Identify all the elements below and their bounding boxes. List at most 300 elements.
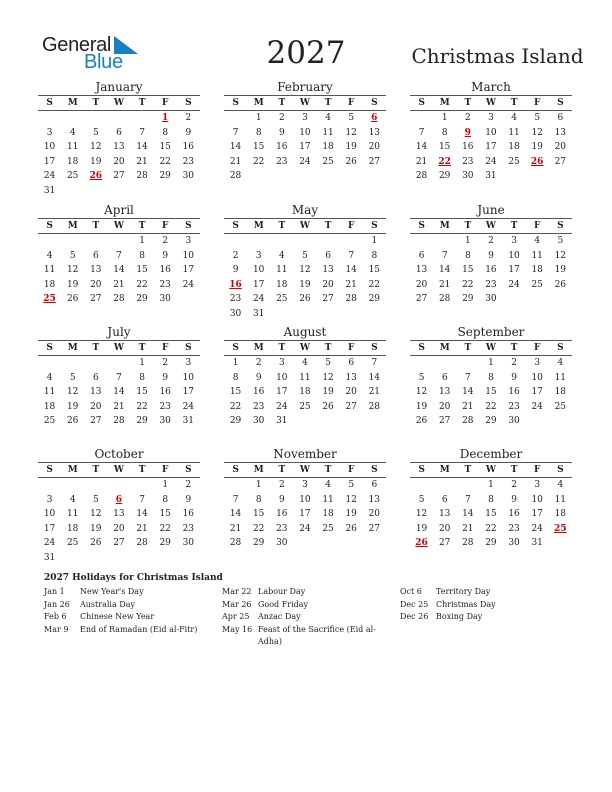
day-cell: 12 (66, 265, 79, 276)
day-cell: 22 (159, 523, 171, 534)
day-cell: 28 (462, 416, 474, 427)
empty-cell (61, 234, 84, 249)
day-cell: 11 (508, 127, 520, 138)
weekday-label: T (464, 343, 472, 353)
calendar-year: 2027 (266, 35, 346, 71)
day-cell: 17 (252, 279, 265, 290)
weekday-label: T (324, 221, 332, 231)
week-row (410, 278, 572, 293)
day-cell: 24 (531, 401, 543, 412)
day-cell: 23 (508, 401, 520, 412)
day-cell: 27 (113, 171, 125, 182)
week-row (410, 385, 572, 400)
day-cell: 10 (485, 127, 497, 138)
day-cell: 11 (43, 387, 56, 398)
day-cell: 6 (418, 250, 425, 261)
weekday-label: W (485, 343, 496, 353)
day-cell: 21 (136, 156, 148, 167)
day-cell: 2 (278, 480, 285, 490)
empty-cell (410, 234, 433, 249)
day-cell: 30 (182, 538, 195, 549)
weekday-label: M (439, 465, 450, 475)
day-cell: 9 (278, 127, 285, 138)
weekday-label: T (324, 98, 332, 108)
day-cell: 2 (185, 480, 192, 490)
day-cell: 7 (418, 127, 425, 138)
holiday-item (222, 586, 386, 598)
week-row (224, 307, 386, 322)
weekday-label: T (510, 221, 518, 231)
day-cell: 7 (116, 250, 122, 261)
day-cell: 21 (368, 387, 381, 398)
week-row (224, 234, 386, 249)
day-cell: 13 (368, 494, 381, 505)
day-cell: 12 (415, 387, 428, 398)
day-cell: 2 (162, 358, 169, 368)
day-cell: 9 (255, 372, 262, 383)
day-cell: 16 (276, 142, 288, 153)
empty-cell (107, 478, 130, 493)
day-cell: 25 (322, 523, 334, 534)
day-cell: 22 (136, 279, 148, 290)
day-cell: 22 (252, 156, 265, 167)
week-row (38, 478, 200, 493)
empty-cell (154, 184, 177, 199)
day-cell: 16 (462, 142, 474, 153)
day-cell: 27 (345, 401, 357, 412)
weekday-header (224, 340, 386, 356)
day-cell: 16 (252, 387, 265, 398)
day-cell: 21 (229, 523, 242, 534)
week-row (224, 536, 386, 551)
day-cell: 4 (46, 250, 53, 261)
weekday-label: W (113, 221, 124, 231)
weekday-header (38, 462, 200, 478)
day-cell: 5 (534, 113, 541, 123)
day-cell: 16 (485, 265, 497, 276)
day-cell: 3 (488, 113, 494, 123)
weekday-header (38, 340, 200, 356)
empty-cell (107, 551, 130, 566)
weekday-label: W (485, 465, 496, 475)
empty-cell (549, 414, 572, 429)
day-cell: 8 (371, 250, 378, 261)
empty-cell (317, 414, 340, 429)
weekday-label: T (278, 465, 286, 475)
empty-cell (247, 234, 270, 249)
day-cell: 5 (557, 236, 564, 246)
day-cell: 19 (322, 387, 334, 398)
day-cell: 1 (162, 113, 169, 123)
month-january (38, 79, 200, 199)
day-cell: 11 (276, 265, 288, 276)
day-cell: 9 (511, 372, 517, 383)
day-cell: 5 (92, 127, 99, 138)
empty-cell (549, 536, 572, 551)
day-cell: 23 (276, 156, 288, 167)
day-cell: 3 (511, 236, 517, 246)
day-cell: 12 (90, 509, 102, 520)
day-cell: 11 (554, 494, 567, 505)
day-cell: 21 (438, 279, 451, 290)
month-title: June (477, 203, 505, 217)
empty-cell (410, 478, 433, 493)
empty-cell (503, 292, 526, 307)
holiday-item (44, 586, 208, 598)
weekday-label: T (464, 98, 472, 108)
holiday-item (44, 599, 208, 611)
weekday-label: T (138, 221, 146, 231)
day-cell: 30 (229, 308, 242, 319)
weekday-label: F (161, 221, 169, 231)
day-cell: 10 (531, 372, 543, 383)
day-cell: 2 (232, 250, 239, 261)
holiday-name: New Year's Day (80, 587, 144, 596)
day-cell: 18 (299, 387, 311, 398)
month-title: April (104, 203, 134, 217)
day-cell: 20 (438, 523, 451, 534)
month-december (410, 446, 572, 551)
weekday-header (38, 95, 200, 111)
holidays-column (222, 586, 386, 648)
weekday-label: F (347, 343, 355, 353)
day-cell: 4 (302, 358, 308, 368)
month-title: October (94, 447, 144, 461)
day-cell: 10 (252, 265, 265, 276)
empty-cell (61, 478, 84, 493)
day-cell: 14 (113, 387, 125, 398)
day-cell: 26 (554, 279, 567, 290)
day-cell: 15 (159, 509, 171, 520)
day-cell: 18 (66, 156, 79, 167)
day-cell: 14 (136, 142, 148, 153)
day-cell: 21 (113, 279, 125, 290)
day-cell: 17 (531, 509, 543, 520)
day-cell: 27 (322, 294, 334, 305)
day-cell: 24 (252, 294, 265, 305)
day-cell: 20 (90, 401, 102, 412)
month-june (410, 202, 572, 307)
empty-cell (224, 111, 247, 126)
day-cell: 27 (368, 523, 381, 534)
day-cell: 30 (252, 416, 265, 427)
day-cell: 12 (554, 250, 567, 261)
day-cell: 19 (345, 142, 357, 153)
week-row (224, 111, 386, 126)
week-row (224, 263, 386, 278)
day-cell: 1 (441, 113, 448, 123)
holidays-column (400, 586, 564, 624)
day-cell: 9 (278, 494, 285, 505)
day-cell: 22 (485, 401, 497, 412)
holiday-item (400, 611, 564, 623)
empty-cell (433, 234, 456, 249)
day-cell: 12 (415, 509, 428, 520)
day-cell: 6 (92, 250, 99, 261)
empty-cell (363, 536, 386, 551)
day-cell: 23 (485, 279, 497, 290)
day-cell: 21 (136, 523, 148, 534)
day-cell: 19 (531, 142, 543, 153)
empty-cell (84, 234, 107, 249)
day-cell: 19 (90, 523, 102, 534)
weekday-label: S (418, 465, 425, 475)
day-cell: 13 (554, 127, 567, 138)
day-cell: 16 (182, 142, 195, 153)
holiday-date: Mar 9 (44, 625, 69, 635)
weekday-label: S (557, 98, 564, 108)
empty-cell (224, 478, 247, 493)
day-cell: 23 (229, 294, 242, 305)
week-row (224, 385, 386, 400)
weekday-label: W (299, 343, 310, 353)
day-cell: 18 (276, 279, 288, 290)
weekday-header (224, 218, 386, 234)
day-cell: 12 (531, 127, 543, 138)
empty-cell (131, 111, 154, 126)
empty-cell (363, 307, 386, 322)
day-cell: 27 (554, 156, 567, 167)
day-cell: 7 (139, 494, 145, 505)
weekday-label: F (161, 465, 169, 475)
day-cell: 22 (159, 156, 171, 167)
day-cell: 29 (159, 171, 171, 182)
empty-cell (317, 307, 340, 322)
weekday-label: F (533, 221, 541, 231)
weekday-label: T (510, 98, 518, 108)
weekday-header (224, 462, 386, 478)
weekday-label: S (46, 465, 53, 475)
day-cell: 11 (43, 265, 56, 276)
day-cell: 26 (66, 294, 79, 305)
day-cell: 14 (229, 142, 242, 153)
week-row (224, 249, 386, 264)
empty-cell (270, 234, 293, 249)
day-cell: 23 (276, 523, 288, 534)
day-cell: 3 (185, 236, 192, 246)
weekday-label: S (232, 221, 239, 231)
day-cell: 20 (554, 142, 567, 153)
weekday-label: T (278, 98, 286, 108)
day-cell: 14 (415, 142, 428, 153)
day-cell: 3 (185, 358, 192, 368)
day-cell: 8 (441, 127, 448, 138)
day-cell: 5 (69, 250, 76, 261)
week-row (38, 551, 200, 566)
week-row (410, 478, 572, 493)
day-cell: 5 (69, 372, 76, 383)
weekday-header (224, 95, 386, 111)
holiday-item (44, 611, 208, 623)
week-row (410, 249, 572, 264)
day-cell: 29 (438, 171, 451, 182)
empty-cell (38, 111, 61, 126)
day-cell: 16 (508, 387, 520, 398)
day-cell: 19 (299, 279, 311, 290)
calendar-region: Christmas Island (411, 44, 584, 68)
month-april (38, 202, 200, 307)
holiday-date: Mar 26 (222, 599, 252, 609)
day-cell: 26 (322, 401, 334, 412)
empty-cell (131, 184, 154, 199)
empty-cell (410, 356, 433, 371)
month-july (38, 324, 200, 429)
day-cell: 1 (162, 480, 169, 490)
empty-cell (61, 551, 84, 566)
day-cell: 24 (531, 523, 543, 534)
week-row (38, 111, 200, 126)
empty-cell (549, 292, 572, 307)
day-cell: 16 (229, 279, 242, 290)
empty-cell (293, 234, 316, 249)
day-cell: 11 (299, 372, 311, 383)
day-cell: 15 (136, 265, 148, 276)
week-row (38, 263, 200, 278)
day-cell: 4 (278, 250, 285, 261)
weekday-label: F (161, 98, 169, 108)
day-cell: 22 (368, 279, 381, 290)
empty-cell (363, 169, 386, 184)
weekday-label: M (253, 465, 264, 475)
day-cell: 26 (299, 294, 311, 305)
day-cell: 1 (139, 358, 145, 368)
week-row (38, 184, 200, 199)
weekday-label: F (347, 98, 355, 108)
day-cell: 20 (438, 401, 451, 412)
day-cell: 26 (66, 416, 79, 427)
day-cell: 9 (162, 250, 169, 261)
day-cell: 4 (69, 494, 76, 505)
day-cell: 3 (534, 480, 541, 490)
day-cell: 25 (66, 538, 79, 549)
day-cell: 15 (438, 142, 451, 153)
month-title: January (95, 80, 143, 94)
day-cell: 30 (462, 171, 474, 182)
week-row (224, 356, 386, 371)
day-cell: 29 (462, 294, 474, 305)
day-cell: 29 (485, 538, 497, 549)
empty-cell (107, 184, 130, 199)
day-cell: 9 (162, 372, 169, 383)
empty-cell (340, 234, 363, 249)
empty-cell (84, 478, 107, 493)
day-cell: 19 (345, 509, 357, 520)
week-row (224, 140, 386, 155)
week-row (410, 126, 572, 141)
week-row (224, 371, 386, 386)
day-cell: 4 (534, 236, 541, 246)
day-cell: 4 (325, 113, 331, 123)
weekday-label: W (299, 221, 310, 231)
day-cell: 4 (511, 113, 517, 123)
day-cell: 6 (92, 372, 99, 383)
day-cell: 4 (557, 480, 564, 490)
day-cell: 2 (185, 113, 192, 123)
day-cell: 13 (90, 265, 102, 276)
weekday-label: S (46, 343, 53, 353)
day-cell: 24 (43, 171, 56, 182)
day-cell: 26 (415, 538, 428, 549)
weekday-label: M (253, 221, 264, 231)
month-title: May (291, 203, 319, 217)
day-cell: 25 (66, 171, 79, 182)
day-cell: 17 (43, 156, 56, 167)
day-cell: 24 (299, 156, 311, 167)
day-cell: 8 (139, 372, 145, 383)
day-cell: 10 (531, 494, 543, 505)
holidays-column (44, 586, 208, 637)
day-cell: 21 (462, 523, 474, 534)
week-row (410, 507, 572, 522)
weekday-label: S (46, 221, 53, 231)
day-cell: 12 (322, 372, 334, 383)
empty-cell (317, 169, 340, 184)
day-cell: 14 (113, 265, 125, 276)
week-row (224, 522, 386, 537)
week-row (410, 292, 572, 307)
month-march (410, 79, 572, 184)
weekday-label: M (253, 98, 264, 108)
holiday-name: Feast of the Sacrifice (Eid al-Adha) (258, 625, 376, 646)
day-cell: 25 (299, 401, 311, 412)
empty-cell (270, 307, 293, 322)
weekday-label: F (533, 465, 541, 475)
day-cell: 27 (368, 156, 381, 167)
day-cell: 20 (322, 279, 334, 290)
holiday-date: Oct 6 (400, 587, 422, 596)
week-row (410, 536, 572, 551)
week-row (38, 536, 200, 551)
day-cell: 18 (43, 279, 56, 290)
day-cell: 16 (508, 509, 520, 520)
day-cell: 22 (136, 401, 148, 412)
weekday-label: W (485, 98, 496, 108)
day-cell: 16 (159, 387, 171, 398)
day-cell: 6 (441, 494, 448, 505)
month-title: August (283, 325, 327, 339)
week-row (38, 249, 200, 264)
day-cell: 1 (488, 480, 494, 490)
day-cell: 29 (229, 416, 242, 427)
weekday-label: T (324, 465, 332, 475)
empty-cell (61, 356, 84, 371)
day-cell: 15 (368, 265, 381, 276)
empty-cell (363, 414, 386, 429)
day-cell: 25 (43, 416, 56, 427)
empty-cell (107, 111, 130, 126)
empty-cell (503, 169, 526, 184)
weekday-label: T (138, 465, 146, 475)
week-row (38, 292, 200, 307)
day-cell: 18 (531, 265, 543, 276)
month-title: February (277, 80, 333, 94)
day-cell: 22 (485, 523, 497, 534)
week-row (410, 493, 572, 508)
month-title: July (107, 325, 131, 339)
day-cell: 15 (252, 142, 265, 153)
day-cell: 3 (278, 358, 285, 368)
day-cell: 26 (530, 156, 544, 167)
day-cell: 7 (232, 494, 239, 505)
weekday-header (38, 218, 200, 234)
day-cell: 30 (182, 171, 195, 182)
empty-cell (84, 356, 107, 371)
weekday-header (410, 462, 572, 478)
day-cell: 3 (302, 113, 308, 123)
holiday-name: End of Ramadan (Eid al-Fitr) (80, 625, 198, 635)
day-cell: 14 (136, 509, 148, 520)
day-cell: 28 (136, 171, 148, 182)
